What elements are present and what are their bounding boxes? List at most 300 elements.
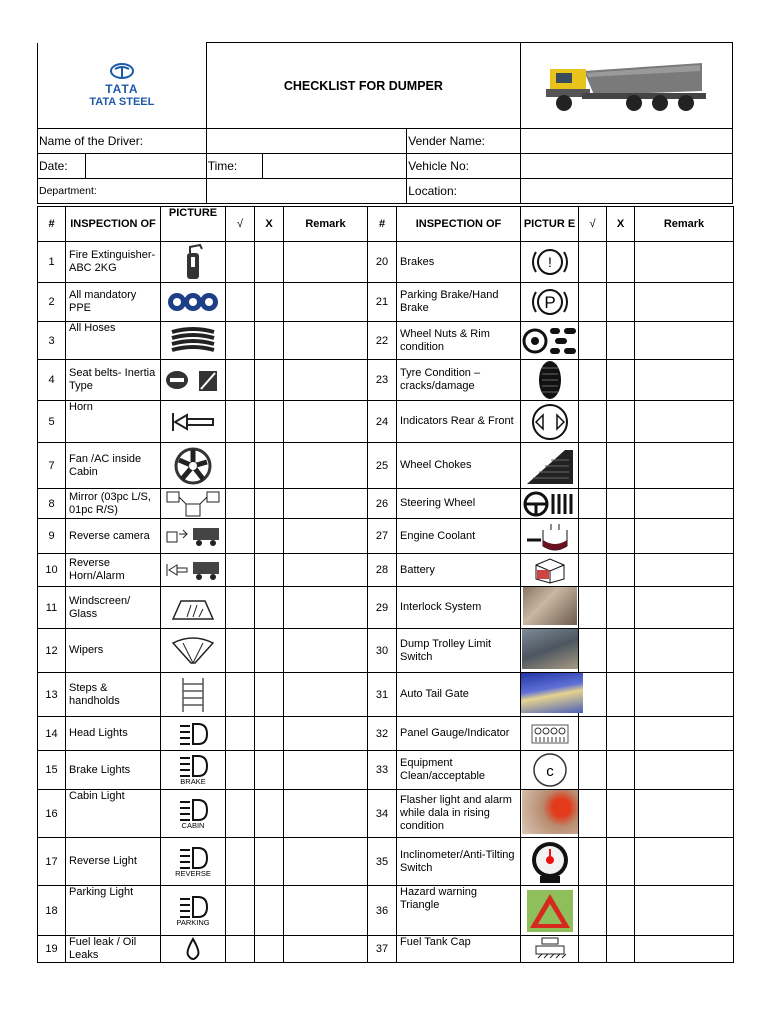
logo-text-tata-steel: TATA STEEL bbox=[89, 95, 155, 108]
item-number: 10 bbox=[38, 554, 66, 587]
inspection-item: Flasher light and alarm while dala in rising condition bbox=[397, 790, 521, 838]
cross-cell[interactable] bbox=[255, 322, 284, 360]
inspection-item: Indicators Rear & Front bbox=[397, 401, 521, 443]
item-number: 25 bbox=[368, 443, 397, 489]
check-cell[interactable] bbox=[226, 790, 255, 838]
check-cell[interactable] bbox=[579, 489, 607, 519]
check-cell[interactable] bbox=[579, 443, 607, 489]
check-cell[interactable] bbox=[226, 519, 255, 554]
driver-input[interactable] bbox=[206, 129, 407, 154]
seat-belt-icon bbox=[165, 367, 221, 393]
tata-steel-logo bbox=[40, 63, 204, 108]
inspection-item: Reverse Horn/Alarm bbox=[66, 554, 161, 587]
cross-cell[interactable] bbox=[607, 443, 635, 489]
inclinometer-icon bbox=[528, 840, 572, 884]
item-picture bbox=[161, 443, 226, 489]
item-picture bbox=[521, 673, 579, 717]
table-row bbox=[38, 751, 734, 790]
col-inspection-left: INSPECTION OF bbox=[66, 207, 161, 242]
remark-cell[interactable] bbox=[635, 322, 734, 360]
inspection-item: Windscreen/ Glass bbox=[66, 587, 161, 629]
item-picture bbox=[521, 519, 579, 554]
fan-icon bbox=[173, 446, 213, 486]
cross-cell[interactable] bbox=[607, 587, 635, 629]
inspection-item: Steering Wheel bbox=[397, 489, 521, 519]
cross-cell[interactable] bbox=[255, 717, 284, 751]
vehicle-input[interactable] bbox=[521, 154, 733, 179]
check-cell[interactable] bbox=[226, 360, 255, 401]
item-number: 27 bbox=[368, 519, 397, 554]
check-cell[interactable] bbox=[579, 790, 607, 838]
cross-cell[interactable] bbox=[255, 790, 284, 838]
item-picture bbox=[521, 751, 579, 790]
cross-cell[interactable] bbox=[607, 936, 635, 963]
inspection-item: Fuel Tank Cap bbox=[397, 936, 521, 963]
col-remark-left: Remark bbox=[284, 207, 368, 242]
cross-cell[interactable] bbox=[607, 554, 635, 587]
inspection-item: Parking Light bbox=[66, 886, 161, 936]
item-number: 16 bbox=[38, 790, 66, 838]
col-num-left: # bbox=[38, 207, 66, 242]
item-picture bbox=[161, 751, 226, 790]
reverse-camera-icon bbox=[165, 526, 221, 546]
inspection-item: Dump Trolley Limit Switch bbox=[397, 629, 521, 673]
item-picture bbox=[521, 401, 579, 443]
panel-gauge-icon bbox=[530, 723, 570, 745]
remark-cell[interactable] bbox=[284, 554, 368, 587]
cross-cell[interactable] bbox=[607, 886, 635, 936]
logo-cell bbox=[38, 43, 207, 129]
item-picture bbox=[161, 886, 226, 936]
remark-cell[interactable] bbox=[284, 717, 368, 751]
table-row bbox=[38, 790, 734, 838]
check-cell[interactable] bbox=[579, 587, 607, 629]
cross-cell[interactable] bbox=[255, 443, 284, 489]
item-number: 5 bbox=[38, 401, 66, 443]
tyre-icon bbox=[536, 360, 564, 400]
equipment-clean-icon bbox=[531, 751, 569, 789]
item-number: 35 bbox=[368, 838, 397, 886]
head-lights-icon bbox=[176, 754, 210, 778]
logo-text-tata: TATA bbox=[105, 81, 139, 96]
page-title: CHECKLIST FOR DUMPER bbox=[206, 43, 520, 129]
col-picture-right: PICTUR E bbox=[521, 207, 579, 242]
remark-cell[interactable] bbox=[635, 554, 734, 587]
ppe-icon bbox=[168, 290, 218, 314]
remark-cell[interactable] bbox=[635, 519, 734, 554]
item-number: 22 bbox=[368, 322, 397, 360]
svg-text:c: c bbox=[545, 763, 554, 780]
cross-cell[interactable] bbox=[607, 673, 635, 717]
check-cell[interactable] bbox=[579, 322, 607, 360]
cross-cell[interactable] bbox=[255, 283, 284, 322]
inspection-item: Steps & handholds bbox=[66, 673, 161, 717]
remark-cell[interactable] bbox=[284, 401, 368, 443]
table-row bbox=[38, 629, 734, 673]
svg-text:P: P bbox=[543, 293, 556, 312]
remark-cell[interactable] bbox=[635, 242, 734, 283]
reverse-icon-label: REVERSE bbox=[175, 868, 211, 878]
item-number: 33 bbox=[368, 751, 397, 790]
item-picture bbox=[521, 283, 579, 322]
inspection-item: Wipers bbox=[66, 629, 161, 673]
parking-brake-icon bbox=[528, 285, 572, 319]
vehicle-label: Vehicle No: bbox=[407, 154, 521, 179]
cross-cell[interactable] bbox=[255, 673, 284, 717]
item-picture bbox=[161, 673, 226, 717]
tata-logo-icon bbox=[110, 63, 134, 79]
remark-cell[interactable] bbox=[284, 587, 368, 629]
cross-cell[interactable] bbox=[255, 629, 284, 673]
col-check-left: √ bbox=[226, 207, 255, 242]
item-number: 8 bbox=[38, 489, 66, 519]
remark-cell[interactable] bbox=[284, 790, 368, 838]
date-input[interactable] bbox=[86, 154, 206, 178]
remark-cell[interactable] bbox=[635, 790, 734, 838]
steering-wheel-icon bbox=[523, 491, 577, 517]
checklist-table bbox=[37, 206, 734, 963]
col-remark-right: Remark bbox=[635, 207, 734, 242]
cross-cell[interactable] bbox=[255, 751, 284, 790]
check-cell[interactable] bbox=[226, 629, 255, 673]
item-picture bbox=[161, 838, 226, 886]
cross-cell[interactable] bbox=[255, 886, 284, 936]
remark-cell[interactable] bbox=[635, 717, 734, 751]
col-check-right: √ bbox=[579, 207, 607, 242]
mirror-icon bbox=[166, 490, 220, 518]
date-cell bbox=[38, 154, 207, 179]
cross-cell[interactable] bbox=[607, 519, 635, 554]
remark-cell[interactable] bbox=[284, 489, 368, 519]
item-number: 12 bbox=[38, 629, 66, 673]
dumper-image-cell bbox=[521, 43, 733, 129]
remark-cell[interactable] bbox=[284, 673, 368, 717]
item-picture bbox=[521, 936, 579, 963]
interlock-system-photo bbox=[523, 587, 577, 625]
brake-icon-label: BRAKE bbox=[180, 777, 206, 786]
item-picture bbox=[161, 936, 226, 963]
check-cell[interactable] bbox=[579, 283, 607, 322]
cross-cell[interactable] bbox=[607, 751, 635, 790]
remark-cell[interactable] bbox=[284, 629, 368, 673]
remark-cell[interactable] bbox=[284, 936, 368, 963]
item-number: 4 bbox=[38, 360, 66, 401]
item-number: 19 bbox=[38, 936, 66, 963]
hoses-icon bbox=[170, 324, 216, 358]
cross-cell[interactable] bbox=[607, 322, 635, 360]
fuel-tank-cap-icon bbox=[532, 936, 568, 962]
remark-cell[interactable] bbox=[635, 360, 734, 401]
item-number: 28 bbox=[368, 554, 397, 587]
remark-cell[interactable] bbox=[635, 751, 734, 790]
item-number: 3 bbox=[38, 322, 66, 360]
table-row bbox=[38, 401, 734, 443]
wipers-icon bbox=[169, 635, 217, 667]
item-picture bbox=[161, 790, 226, 838]
item-picture bbox=[161, 717, 226, 751]
item-number: 37 bbox=[368, 936, 397, 963]
check-cell[interactable] bbox=[226, 936, 255, 963]
inspection-item: Tyre Condition – cracks/damage bbox=[397, 360, 521, 401]
remark-cell[interactable] bbox=[635, 283, 734, 322]
item-number: 26 bbox=[368, 489, 397, 519]
remark-cell[interactable] bbox=[284, 322, 368, 360]
inspection-item: Interlock System bbox=[397, 587, 521, 629]
item-picture bbox=[521, 629, 579, 673]
battery-icon bbox=[530, 555, 570, 585]
item-picture bbox=[161, 401, 226, 443]
department-input[interactable] bbox=[206, 179, 407, 204]
auto-tail-gate-photo bbox=[521, 673, 583, 713]
vendor-label: Vender Name: bbox=[407, 129, 521, 154]
cross-cell[interactable] bbox=[255, 838, 284, 886]
horn-icon bbox=[169, 409, 217, 435]
item-number: 20 bbox=[368, 242, 397, 283]
check-cell[interactable] bbox=[226, 443, 255, 489]
location-input[interactable] bbox=[521, 179, 733, 204]
cross-cell[interactable] bbox=[255, 554, 284, 587]
remark-cell[interactable] bbox=[284, 751, 368, 790]
table-row bbox=[38, 283, 734, 322]
col-picture-left: PICTURE bbox=[161, 207, 226, 242]
item-number: 2 bbox=[38, 283, 66, 322]
check-cell[interactable] bbox=[226, 401, 255, 443]
cross-cell[interactable] bbox=[255, 489, 284, 519]
inspection-item: Auto Tail Gate bbox=[397, 673, 521, 717]
item-number: 1 bbox=[38, 242, 66, 283]
svg-text:!: ! bbox=[547, 254, 552, 270]
inspection-item: Battery bbox=[397, 554, 521, 587]
check-cell[interactable] bbox=[226, 751, 255, 790]
check-cell[interactable] bbox=[579, 717, 607, 751]
remark-cell[interactable] bbox=[284, 886, 368, 936]
check-cell[interactable] bbox=[579, 360, 607, 401]
item-number: 17 bbox=[38, 838, 66, 886]
brakes-icon bbox=[528, 245, 572, 279]
reverse-horn-icon bbox=[165, 560, 221, 580]
item-picture bbox=[521, 554, 579, 587]
inspection-item: Fan /AC inside Cabin bbox=[66, 443, 161, 489]
date-label: Date: bbox=[38, 154, 86, 178]
item-picture bbox=[521, 717, 579, 751]
remark-cell[interactable] bbox=[284, 519, 368, 554]
table-header-row bbox=[38, 207, 734, 242]
remark-cell[interactable] bbox=[635, 401, 734, 443]
driver-label: Name of the Driver: bbox=[38, 129, 207, 154]
steps-handholds-icon bbox=[178, 676, 208, 714]
check-cell[interactable] bbox=[579, 242, 607, 283]
cross-cell[interactable] bbox=[607, 242, 635, 283]
head-lights-icon bbox=[176, 846, 210, 870]
check-cell[interactable] bbox=[579, 519, 607, 554]
table-row bbox=[38, 838, 734, 886]
item-picture bbox=[521, 489, 579, 519]
inspection-item: All Hoses bbox=[66, 322, 161, 360]
cross-cell[interactable] bbox=[255, 936, 284, 963]
inspection-item: Mirror (03pc L/S, 01pc R/S) bbox=[66, 489, 161, 519]
item-picture bbox=[521, 242, 579, 283]
check-cell[interactable] bbox=[226, 322, 255, 360]
head-lights-icon bbox=[176, 722, 210, 746]
cross-cell[interactable] bbox=[255, 587, 284, 629]
item-number: 31 bbox=[368, 673, 397, 717]
item-picture bbox=[161, 554, 226, 587]
parking-icon-label: PARKING bbox=[176, 917, 210, 927]
check-cell[interactable] bbox=[226, 242, 255, 283]
col-cross-left: X bbox=[255, 207, 284, 242]
cabin-icon-label: CABIN bbox=[181, 820, 205, 830]
table-row bbox=[38, 489, 734, 519]
inspection-item: Cabin Light bbox=[66, 790, 161, 838]
item-picture bbox=[161, 587, 226, 629]
remark-cell[interactable] bbox=[635, 838, 734, 886]
remark-cell[interactable] bbox=[284, 360, 368, 401]
inspection-item: Fire Extinguisher- ABC 2KG bbox=[66, 242, 161, 283]
item-picture bbox=[521, 587, 579, 629]
check-cell[interactable] bbox=[226, 717, 255, 751]
item-picture bbox=[161, 283, 226, 322]
inspection-item: Hazard warning Triangle bbox=[397, 886, 521, 936]
table-row bbox=[38, 322, 734, 360]
item-picture bbox=[161, 360, 226, 401]
check-cell[interactable] bbox=[226, 838, 255, 886]
cross-cell[interactable] bbox=[255, 360, 284, 401]
indicators-icon bbox=[530, 402, 570, 442]
check-cell[interactable] bbox=[579, 629, 607, 673]
fuel-drop-icon bbox=[184, 937, 202, 961]
check-cell[interactable] bbox=[579, 838, 607, 886]
inspection-item: Brakes bbox=[397, 242, 521, 283]
dump-trolley-photo bbox=[522, 629, 578, 669]
check-cell[interactable] bbox=[579, 936, 607, 963]
check-cell[interactable] bbox=[579, 554, 607, 587]
table-row bbox=[38, 242, 734, 283]
table-row bbox=[38, 936, 734, 963]
cross-cell[interactable] bbox=[607, 838, 635, 886]
inspection-item: Inclinometer/Anti-Tilting Switch bbox=[397, 838, 521, 886]
item-picture bbox=[521, 790, 579, 838]
item-picture bbox=[161, 629, 226, 673]
cross-cell[interactable] bbox=[255, 519, 284, 554]
inspection-item: Horn bbox=[66, 401, 161, 443]
inspection-item: Parking Brake/Hand Brake bbox=[397, 283, 521, 322]
cross-cell[interactable] bbox=[607, 283, 635, 322]
remark-cell[interactable] bbox=[635, 489, 734, 519]
vendor-input[interactable] bbox=[521, 129, 733, 154]
item-number: 18 bbox=[38, 886, 66, 936]
dumper-truck-icon bbox=[542, 49, 712, 119]
item-number: 36 bbox=[368, 886, 397, 936]
cross-cell[interactable] bbox=[607, 717, 635, 751]
remark-cell[interactable] bbox=[635, 443, 734, 489]
item-number: 24 bbox=[368, 401, 397, 443]
check-cell[interactable] bbox=[226, 587, 255, 629]
check-cell[interactable] bbox=[226, 283, 255, 322]
department-label: Department: bbox=[38, 179, 207, 204]
location-label: Location: bbox=[407, 179, 521, 204]
inspection-item: Brake Lights bbox=[66, 751, 161, 790]
header-table bbox=[37, 42, 733, 204]
table-row bbox=[38, 360, 734, 401]
engine-coolant-icon bbox=[525, 520, 575, 552]
remark-cell[interactable] bbox=[635, 886, 734, 936]
item-number: 21 bbox=[368, 283, 397, 322]
table-row bbox=[38, 554, 734, 587]
check-cell[interactable] bbox=[579, 401, 607, 443]
item-number: 13 bbox=[38, 673, 66, 717]
col-inspection-right: INSPECTION OF bbox=[397, 207, 521, 242]
item-picture bbox=[161, 322, 226, 360]
remark-cell[interactable] bbox=[284, 443, 368, 489]
item-number: 30 bbox=[368, 629, 397, 673]
item-picture bbox=[161, 519, 226, 554]
time-cell bbox=[206, 154, 407, 179]
head-lights-icon bbox=[176, 895, 210, 919]
cross-cell[interactable] bbox=[255, 242, 284, 283]
item-picture bbox=[521, 322, 579, 360]
inspection-item: Wheel Chokes bbox=[397, 443, 521, 489]
table-row bbox=[38, 587, 734, 629]
item-number: 34 bbox=[368, 790, 397, 838]
item-number: 9 bbox=[38, 519, 66, 554]
inspection-item: All mandatory PPE bbox=[66, 283, 161, 322]
check-cell[interactable] bbox=[579, 886, 607, 936]
cross-cell[interactable] bbox=[607, 401, 635, 443]
check-cell[interactable] bbox=[226, 554, 255, 587]
item-number: 14 bbox=[38, 717, 66, 751]
table-row bbox=[38, 443, 734, 489]
check-cell[interactable] bbox=[579, 751, 607, 790]
table-row bbox=[38, 519, 734, 554]
remark-cell[interactable] bbox=[635, 629, 734, 673]
time-label: Time: bbox=[207, 154, 263, 178]
cross-cell[interactable] bbox=[255, 401, 284, 443]
item-number: 23 bbox=[368, 360, 397, 401]
remark-cell[interactable] bbox=[284, 283, 368, 322]
item-number: 32 bbox=[368, 717, 397, 751]
item-number: 15 bbox=[38, 751, 66, 790]
cross-cell[interactable] bbox=[607, 489, 635, 519]
remark-cell[interactable] bbox=[635, 673, 734, 717]
remark-cell[interactable] bbox=[284, 838, 368, 886]
inspection-item: Head Lights bbox=[66, 717, 161, 751]
item-number: 11 bbox=[38, 587, 66, 629]
head-lights-icon bbox=[176, 798, 210, 822]
inspection-item: Wheel Nuts & Rim condition bbox=[397, 322, 521, 360]
inspection-item: Engine Coolant bbox=[397, 519, 521, 554]
item-picture bbox=[521, 360, 579, 401]
cross-cell[interactable] bbox=[607, 629, 635, 673]
inspection-item: Reverse camera bbox=[66, 519, 161, 554]
inspection-item: Reverse Light bbox=[66, 838, 161, 886]
inspection-item: Panel Gauge/Indicator bbox=[397, 717, 521, 751]
inspection-item: Seat belts- Inertia Type bbox=[66, 360, 161, 401]
remark-cell[interactable] bbox=[635, 936, 734, 963]
item-picture bbox=[521, 443, 579, 489]
remark-cell[interactable] bbox=[284, 242, 368, 283]
item-picture bbox=[521, 838, 579, 886]
inspection-item: Equipment Clean/acceptable bbox=[397, 751, 521, 790]
flasher-light-photo bbox=[522, 790, 578, 834]
check-cell[interactable] bbox=[226, 886, 255, 936]
cross-cell[interactable] bbox=[607, 360, 635, 401]
check-cell[interactable] bbox=[226, 673, 255, 717]
wheel-nuts-icon bbox=[522, 325, 578, 357]
time-input[interactable] bbox=[262, 154, 406, 178]
cross-cell[interactable] bbox=[607, 790, 635, 838]
remark-cell[interactable] bbox=[635, 587, 734, 629]
check-cell[interactable] bbox=[226, 489, 255, 519]
